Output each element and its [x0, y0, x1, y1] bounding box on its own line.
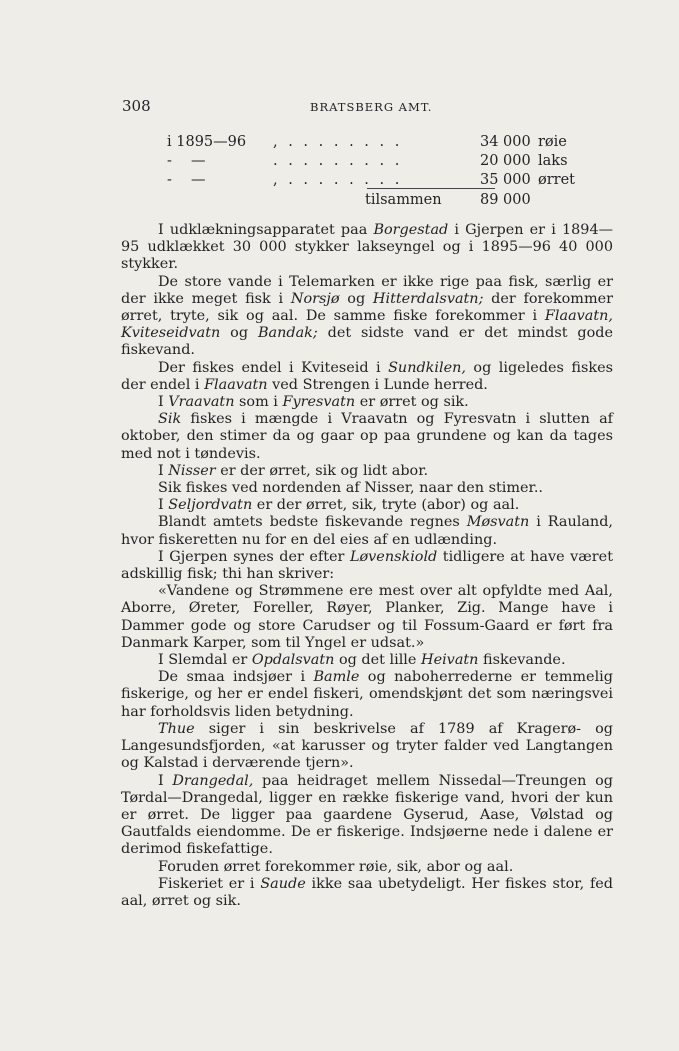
- italic-place-name: Opdalsvatn: [251, 652, 335, 669]
- text-run: I Gjerpen synes der efter: [158, 548, 350, 565]
- text-run: og ligeledes fiskes der endel i: [121, 359, 613, 393]
- text-run: Blandt amtets bedste fiskevande regnes: [158, 514, 467, 531]
- stat-value: 20 000: [480, 153, 531, 169]
- text-run: fiskevande.: [478, 652, 566, 669]
- italic-place-name: Heivatn: [421, 652, 479, 669]
- paragraph: [121, 549, 613, 583]
- text-run: er der ørret, sik, tryte (abor) og aal.: [252, 497, 520, 514]
- stat-year: - —: [167, 172, 206, 188]
- paragraph: [121, 222, 613, 274]
- italic-place-name: Sundkilen,: [388, 359, 466, 376]
- italic-place-name: Fyresvatn: [282, 394, 356, 411]
- paragraph: [121, 274, 613, 360]
- text-run: ikke saa ubetydeligt. Her fiskes stor, fed aal, ørret og sik.: [121, 875, 613, 909]
- text-run: I udklækningsapparatet paa: [158, 222, 374, 238]
- stat-row: [167, 134, 577, 153]
- text-run: «Vandene og Strømmene ere mest over alt opfyldte med Aal, Aborre, Ørеter, Foreller, Røyer, Planker, Zig. Mange have i Dammer gode og store Carudser og til Fossum-Gaard er ført fra Danmark Karper, som til Yngel er udsat.»: [121, 583, 613, 651]
- text-run: siger i sin beskrivelse af 1789 af Kragerø- og Langesundsfjorden, «at karusser og tryter falder ved Langtangen og Kalstad i derværende tjern».: [121, 720, 613, 772]
- italic-place-name: Drangedal,: [172, 772, 254, 789]
- text-run: er ørret og sik.: [355, 394, 469, 411]
- italic-place-name: Sik: [158, 411, 182, 428]
- italic-place-name: Flaavatn, Kviteseidvatn: [121, 308, 613, 342]
- total-label: tilsammen: [365, 192, 442, 208]
- text-run: Foruden ørret forekommer røie, sik, abor og aal.: [158, 858, 514, 875]
- italic-place-name: Nisser: [168, 462, 216, 479]
- stat-row: [167, 153, 577, 172]
- text-run: og det lille: [334, 652, 422, 669]
- italic-place-name: Thue: [158, 720, 195, 737]
- text-run: fiskes i mængde i Vraavatn og Fyresvatn i slutten af oktober, den stimer da og gaar op paa grundene og kan da tages med not i tøndevis.: [121, 411, 613, 462]
- paragraph: [121, 394, 613, 411]
- text-run: Fiskeriet er i: [158, 875, 261, 892]
- paragraph: [121, 480, 613, 497]
- stat-leader-dots: , . . . . . . . .: [273, 134, 403, 150]
- text-run: Der fiskes endel i Kviteseid i: [158, 359, 389, 376]
- paragraph: [121, 859, 613, 876]
- page-number: 308: [122, 97, 151, 115]
- italic-place-name: Flaavatn: [204, 376, 268, 393]
- paragraph: [121, 876, 613, 910]
- stat-total-row: [167, 192, 577, 212]
- stat-unit: ørret: [538, 172, 576, 188]
- stat-value: 35 000: [480, 172, 531, 188]
- text-run: De smaa indsjøer i: [158, 669, 314, 686]
- text-run: i Rauland, hvor fiskeretten nu for en del eies af en udlænding.: [121, 514, 613, 548]
- text-run: i Gjerpen er i 1894—95 udklækket 30 000 stykker lakseyngel og i 1895—96 40 000 stykker.: [121, 222, 613, 273]
- paragraph: [121, 773, 613, 859]
- text-run: Sik fiskes ved nordenden af Nisser, naar den stimer..: [158, 480, 543, 497]
- stat-value: 34 000: [480, 134, 531, 150]
- italic-place-name: Seljordvatn: [168, 497, 253, 514]
- text-run: ved Strengen i Lunde herred.: [267, 376, 488, 393]
- total-value: 89 000: [480, 192, 531, 208]
- italic-place-name: Bamle: [313, 669, 360, 686]
- text-run: tidligere at have været adskillig fisk; thi han skriver:: [121, 548, 613, 583]
- text-run: og naboherrederne er temmelig fiskerige, og her er endel fiskeri, omendskjønt det som næringsvei har forholdsvis liden betydning.: [121, 669, 613, 720]
- running-title: BRATSBERG AMT.: [310, 100, 433, 114]
- stat-year: - —: [167, 153, 206, 169]
- italic-place-name: Borgestad: [373, 222, 449, 238]
- paragraph: [121, 497, 613, 514]
- text-run: I: [158, 394, 169, 411]
- paragraph: [121, 514, 613, 548]
- paragraph: [121, 652, 613, 669]
- text-run: er der ørret, sik og lidt abor.: [215, 462, 429, 479]
- paragraph: [121, 669, 613, 721]
- stat-leader-dots: , . . . . . . . .: [273, 172, 403, 188]
- text-run: og: [339, 290, 373, 307]
- italic-place-name: Bandak;: [257, 325, 318, 342]
- italic-place-name: Norsjø: [290, 290, 340, 307]
- text-run: De store vande i Telemarken er ikke rige paa fisk, særlig er der ikke meget fisk i: [121, 273, 613, 307]
- body-text: [121, 222, 613, 910]
- italic-place-name: Møsvatn: [466, 514, 530, 531]
- text-run: I Slemdal er: [158, 652, 252, 669]
- italic-place-name: Hitterdalsvatn;: [372, 290, 484, 307]
- italic-place-name: Løvenskiold: [349, 548, 438, 565]
- paragraph: [121, 463, 613, 480]
- paragraph: [121, 360, 613, 394]
- catch-statistics-table: [167, 134, 577, 212]
- italic-place-name: Vraavatn: [168, 394, 235, 411]
- paragraph: [121, 411, 613, 463]
- stat-leader-dots: . . . . . . . . .: [273, 153, 403, 169]
- text-run: I: [158, 772, 173, 789]
- stat-year: i 1895—96: [167, 134, 247, 150]
- text-run: paa heidraget mellem Nissedal—Treungen og Tørdal—Drangedal, ligger en række fiskerige vand, hvori der kun er ørret. De ligger paa gaardene Gyserud, Aase, Vølstad og Gautfalds eiendomme. De er fiskerige. Indsjøerne nede i dalene er derimod fiskefattige.: [121, 772, 613, 858]
- text-run: og: [220, 325, 258, 342]
- text-run: I: [158, 462, 169, 479]
- stat-unit: røie: [538, 134, 567, 150]
- text-run: I: [158, 497, 169, 514]
- italic-place-name: Saude: [260, 875, 306, 892]
- paragraph: [121, 721, 613, 773]
- sum-rule: [367, 188, 495, 189]
- paragraph: [121, 583, 613, 652]
- stat-unit: laks: [538, 153, 568, 169]
- text-run: det sidste vand er det mindst gode fiskevand.: [121, 325, 613, 359]
- text-run: som i: [234, 394, 283, 411]
- text-run: der forekommer ørret, tryte, sik og aal. De samme fiske forekommer i: [121, 290, 613, 325]
